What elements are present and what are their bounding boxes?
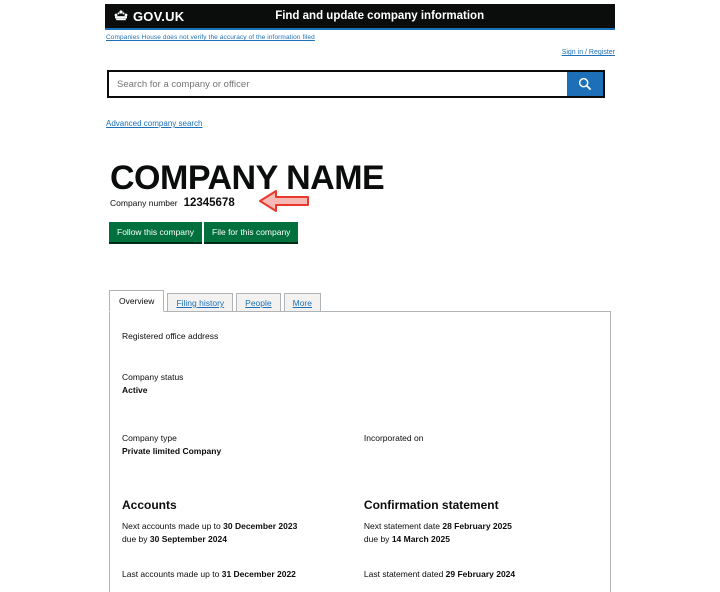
- statement-due-label: due by: [363, 533, 390, 544]
- company-status-block: [122, 371, 598, 397]
- company-search-form: [107, 70, 605, 98]
- accounts-due-line: [122, 533, 364, 546]
- confirmation-statement-section: [364, 498, 598, 582]
- next-accounts-line: [122, 520, 364, 533]
- last-accounts-line: [122, 568, 364, 581]
- company-number-value: 12345678: [183, 197, 235, 209]
- company-number: [110, 197, 235, 209]
- incorporated-on-block: [364, 432, 598, 458]
- gov-uk-brand[interactable]: [113, 9, 184, 24]
- next-statement-line: [364, 520, 598, 533]
- tab-more[interactable]: More: [284, 293, 321, 312]
- last-statement-line: [364, 568, 598, 581]
- overview-panel: [109, 311, 611, 592]
- last-statement-value: 29 February 2024: [445, 569, 516, 580]
- left-arrow-annotation-icon: [258, 188, 310, 214]
- company-type-block: [122, 432, 364, 458]
- search-icon: [578, 77, 592, 91]
- gov-uk-header: [105, 4, 615, 28]
- company-status-label: Company status: [122, 371, 184, 382]
- next-statement-label: Next statement date: [363, 520, 440, 531]
- accounts-and-confirmation-row: [122, 498, 598, 582]
- accounts-due-value: 30 September 2024: [149, 533, 227, 544]
- accounts-section: [122, 498, 364, 582]
- statement-due-value: 14 March 2025: [391, 533, 450, 544]
- accuracy-notice-link[interactable]: Companies House does not verify the accuracy of the information filed: [106, 34, 315, 41]
- follow-company-button[interactable]: Follow this company: [109, 222, 202, 244]
- accounts-heading: Accounts: [122, 497, 177, 512]
- sign-in-register-link[interactable]: Sign in / Register: [561, 49, 615, 56]
- confirmation-statement-heading: Confirmation statement: [363, 497, 499, 512]
- last-statement-label: Last statement dated: [363, 569, 444, 580]
- advanced-company-search-link[interactable]: Advanced company search: [106, 119, 203, 128]
- next-statement-value: 28 February 2025: [442, 520, 512, 531]
- tab-people[interactable]: People: [236, 293, 280, 312]
- file-for-company-button[interactable]: File for this company: [204, 222, 298, 244]
- incorporated-on-label: Incorporated on: [363, 433, 424, 444]
- page-title: COMPANY NAME: [110, 158, 385, 197]
- registered-office-block: [122, 330, 598, 343]
- next-accounts-label: Next accounts made up to: [122, 520, 221, 531]
- next-accounts-value: 30 December 2023: [223, 520, 298, 531]
- search-input[interactable]: [109, 72, 567, 96]
- gov-uk-wordmark: GOV.UK: [133, 8, 185, 24]
- accounts-due-label: due by: [122, 533, 148, 544]
- company-type-value: Private limited Company: [122, 446, 222, 456]
- crown-icon: [113, 10, 129, 23]
- company-status-value: Active: [122, 384, 148, 395]
- company-action-buttons: [109, 222, 298, 244]
- service-name: Find and update company information: [275, 10, 485, 22]
- company-tabs: [109, 289, 321, 311]
- last-accounts-label: Last accounts made up to: [122, 569, 220, 580]
- tab-overview[interactable]: Overview: [109, 290, 164, 312]
- tab-filing-history[interactable]: Filing history: [167, 293, 233, 312]
- type-and-incorporation-row: [122, 432, 598, 458]
- last-accounts-value: 31 December 2022: [221, 569, 296, 580]
- header-blue-rule: [105, 28, 615, 30]
- search-submit-button[interactable]: [567, 72, 603, 96]
- registered-office-label: Registered office address: [122, 331, 219, 341]
- company-number-label: Company number: [110, 198, 178, 208]
- statement-due-line: [364, 533, 598, 546]
- company-type-label: Company type: [122, 433, 177, 444]
